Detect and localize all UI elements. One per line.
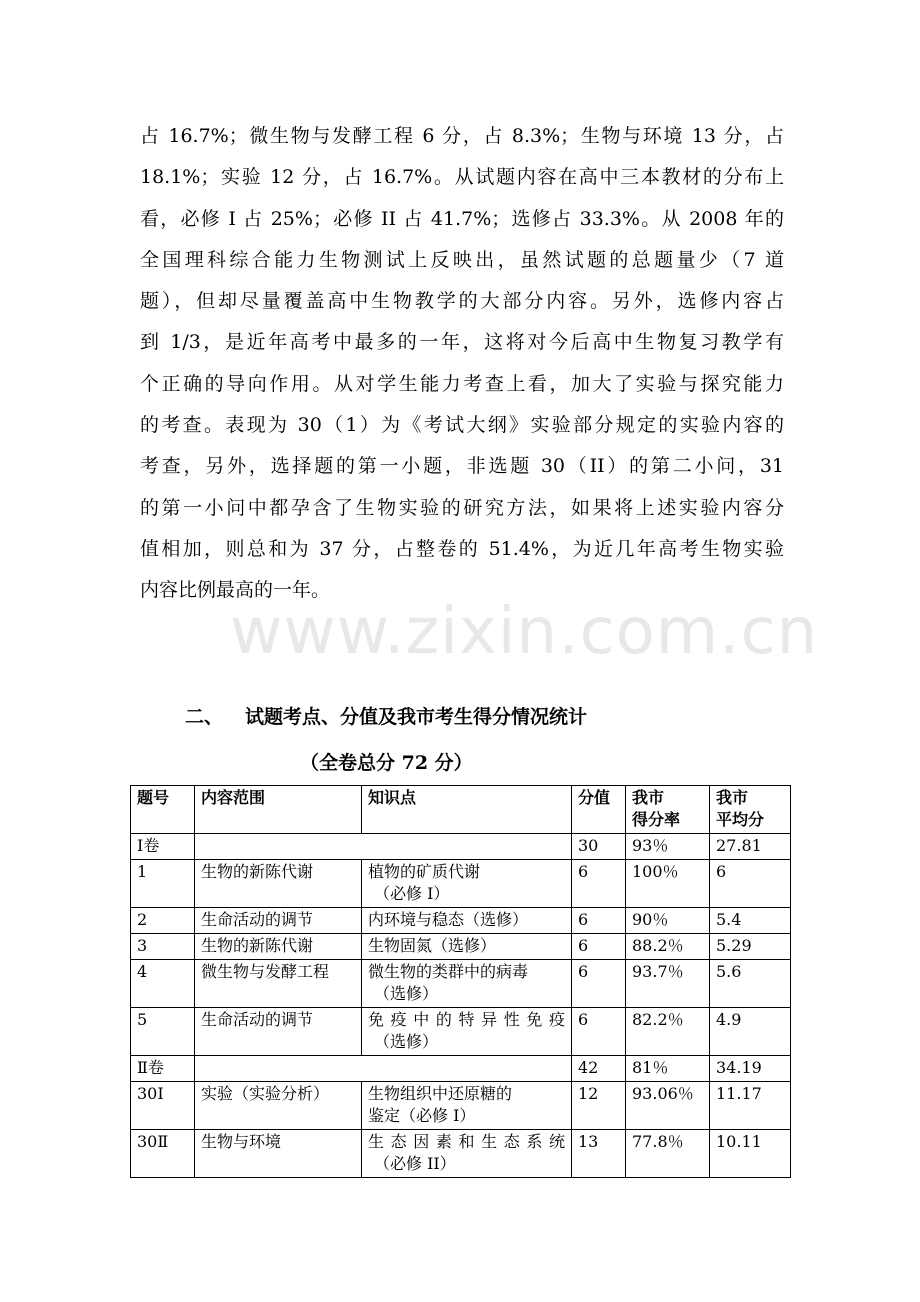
header-avg-line: 我市	[716, 788, 749, 807]
point-line: （必修 II）	[374, 1154, 456, 1173]
paragraph-line: 18.1%；实验 12 分，占 16.7%。从试题内容在高中三本教材的分布上	[140, 166, 784, 189]
point-line: （选修）	[374, 1032, 439, 1051]
cell-point	[362, 1130, 572, 1178]
cell-id: 5	[131, 1008, 195, 1056]
cell-id: 2	[131, 908, 195, 934]
table-row	[131, 834, 791, 860]
cell-range: 生物的新陈代谢	[195, 860, 362, 908]
paragraph-line: 看，必修 I 占 25%；必修 II 占 41.7%；选修占 33.3%。从 2008 年的	[140, 207, 784, 230]
cell-score: 42	[572, 1056, 626, 1082]
point-line: 免疫中的特异性免疫	[368, 1010, 565, 1029]
cell-score: 6	[572, 860, 626, 908]
cell-range: 实验（实验分析）	[195, 1082, 362, 1130]
cell-range	[195, 1056, 572, 1082]
cell-avg: 34.19	[710, 1056, 791, 1082]
cell-range: 生命活动的调节	[195, 908, 362, 934]
table-row	[131, 960, 791, 1008]
point-line: 植物的矿质代谢	[368, 862, 481, 881]
cell-score: 13	[572, 1130, 626, 1178]
point-line: 微生物的类群中的病毒	[368, 962, 529, 981]
point-line: 鉴定（必修 I）	[368, 1106, 476, 1125]
cell-rate: 90％	[626, 908, 710, 934]
cell-range: 微生物与发酵工程	[195, 960, 362, 1008]
cell-rate: 82.2％	[626, 1008, 710, 1056]
header-score: 分值	[572, 786, 626, 834]
cell-point	[362, 934, 572, 960]
cell-score: 6	[572, 960, 626, 1008]
paragraph-line: 个正确的导向作用。从对学生能力考查上看，加大了实验与探究能力	[140, 372, 784, 395]
paragraph-line: 值相加，则总和为 37 分，占整卷的 51.4%，为近几年高考生物实验	[140, 537, 784, 560]
point-line: 生物固氮（选修）	[368, 936, 497, 955]
header-knowledge-point: 知识点	[362, 786, 572, 834]
paragraph-line: 题），但却尽量覆盖高中生物教学的大部分内容。另外，选修内容占	[140, 290, 784, 313]
cell-avg: 4.9	[710, 1008, 791, 1056]
point-line: （必修 I）	[374, 884, 450, 903]
point-line: 内环境与稳态（选修）	[368, 910, 529, 929]
cell-rate: 93％	[626, 834, 710, 860]
section-heading	[185, 702, 587, 729]
cell-range	[195, 834, 572, 860]
header-question-number: 题号	[131, 786, 195, 834]
paragraph-line: 内容比例最高的一年。	[140, 579, 331, 602]
cell-point	[362, 860, 572, 908]
point-line: （选修）	[374, 984, 439, 1003]
table-row	[131, 934, 791, 960]
header-average-score	[710, 786, 791, 834]
header-rate-line: 我市	[632, 788, 665, 807]
cell-avg: 5.4	[710, 908, 791, 934]
point-line: 生态因素和生态系统	[368, 1132, 565, 1151]
cell-point	[362, 960, 572, 1008]
cell-range: 生命活动的调节	[195, 1008, 362, 1056]
cell-id: 4	[131, 960, 195, 1008]
cell-avg: 27.81	[710, 834, 791, 860]
table-row	[131, 860, 791, 908]
cell-rate: 93.06％	[626, 1082, 710, 1130]
table-header-row	[131, 786, 791, 834]
cell-rate: 81％	[626, 1056, 710, 1082]
cell-id: Ⅰ卷	[131, 834, 195, 860]
cell-avg: 10.11	[710, 1130, 791, 1178]
header-content-range: 内容范围	[195, 786, 362, 834]
table-row	[131, 1008, 791, 1056]
paragraph-line: 占 16.7%；微生物与发酵工程 6 分，占 8.3%；生物与环境 13 分，占	[140, 125, 784, 147]
cell-avg: 5.6	[710, 960, 791, 1008]
table-row	[131, 908, 791, 934]
paragraph-line: 的第一小问中都孕含了生物实验的研究方法，如果将上述实验内容分	[140, 496, 784, 519]
cell-rate: 88.2％	[626, 934, 710, 960]
cell-id: 30Ⅰ	[131, 1082, 195, 1130]
cell-score: 6	[572, 1008, 626, 1056]
cell-point	[362, 1082, 572, 1130]
cell-score: 6	[572, 934, 626, 960]
paragraph-line: 全国理科综合能力生物测试上反映出，虽然试题的总题量少（7 道	[140, 248, 784, 271]
table-row	[131, 1082, 791, 1130]
cell-rate: 77.8％	[626, 1130, 710, 1178]
cell-id: 30Ⅱ	[131, 1130, 195, 1178]
cell-avg: 6	[710, 860, 791, 908]
cell-rate: 100％	[626, 860, 710, 908]
cell-id: 3	[131, 934, 195, 960]
point-line: 生物组织中还原糖的	[368, 1084, 513, 1103]
cell-id: Ⅱ卷	[131, 1056, 195, 1082]
score-statistics-table	[130, 785, 791, 1178]
header-rate-line: 得分率	[632, 810, 681, 829]
cell-score: 6	[572, 908, 626, 934]
body-paragraph	[140, 116, 784, 612]
header-score-rate	[626, 786, 710, 834]
cell-id: 1	[131, 860, 195, 908]
cell-avg: 5.29	[710, 934, 791, 960]
section-subtitle: （全卷总分 72 分）	[300, 752, 473, 774]
section-title: 试题考点、分值及我市考生得分情况统计	[245, 706, 588, 728]
cell-rate: 93.7％	[626, 960, 710, 1008]
paragraph-line: 到 1/3，是近年高考中最多的一年，这将对今后高中生物复习教学有	[140, 331, 784, 354]
table-row	[131, 1056, 791, 1082]
cell-score: 12	[572, 1082, 626, 1130]
table-row	[131, 1130, 791, 1178]
cell-avg: 11.17	[710, 1082, 791, 1130]
section-number: 二、	[185, 706, 224, 728]
paragraph-line: 的考查。表现为 30（1）为《考试大纲》实验部分规定的实验内容的	[140, 414, 784, 437]
watermark: www.zixin.com.cn	[230, 595, 819, 669]
paragraph-line: 考查，另外，选择题的第一小题，非选题 30（II）的第二小问，31	[140, 455, 784, 478]
cell-point	[362, 908, 572, 934]
cell-range: 生物与环境	[195, 1130, 362, 1178]
cell-range: 生物的新陈代谢	[195, 934, 362, 960]
cell-score: 30	[572, 834, 626, 860]
cell-point	[362, 1008, 572, 1056]
header-avg-line: 平均分	[716, 810, 765, 829]
